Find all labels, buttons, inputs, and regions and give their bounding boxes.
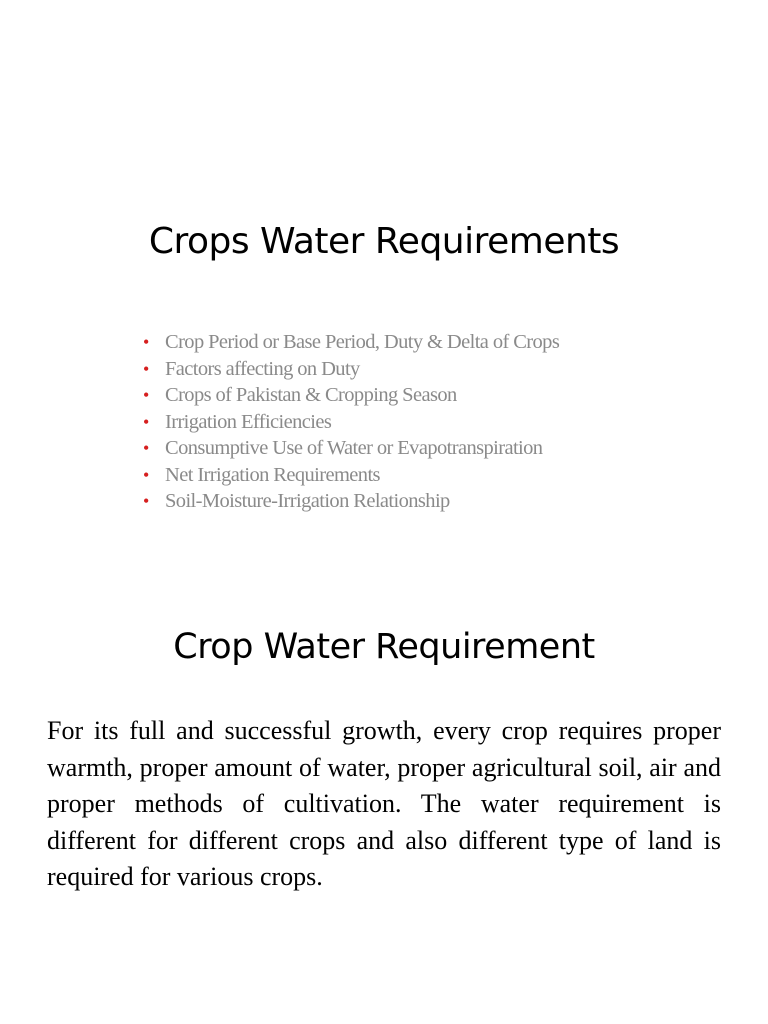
- list-item-text: Irrigation Efficiencies: [165, 410, 332, 433]
- list-item: [143, 409, 559, 436]
- list-item-text: Crops of Pakistan & Cropping Season: [165, 384, 457, 406]
- bullet-icon: •: [143, 464, 150, 485]
- list-item: [143, 488, 559, 515]
- slide-title-crops-water-requirements: Crops Water Requirements: [148, 221, 620, 262]
- body-paragraph: For its full and successful growth, every crop requires proper warmth, proper amount of water, proper agricultural soil, air and proper methods of cultivation. The water requirement is different for different crops and also different type of land is required for various crops.: [47, 716, 721, 892]
- bullet-icon: •: [143, 438, 150, 458]
- list-item-text: Factors affecting on Duty: [165, 357, 360, 380]
- list-item: [143, 462, 559, 489]
- bullet-icon: •: [143, 411, 150, 432]
- list-item: [143, 329, 559, 356]
- bullet-icon: •: [143, 385, 150, 405]
- bullet-icon: •: [143, 491, 150, 511]
- list-item-text: Consumptive Use of Water or Evapotranspiration: [165, 437, 543, 459]
- list-item: [143, 382, 559, 409]
- bullet-icon: •: [143, 332, 150, 352]
- list-item-text: Net Irrigation Requirements: [165, 463, 380, 486]
- slide-title-crop-water-requirement: Crop Water Requirement: [173, 627, 595, 667]
- list-item-text: Soil-Moisture-Irrigation Relationship: [165, 490, 450, 512]
- topics-list: [143, 329, 559, 515]
- list-item-text: Crop Period or Base Period, Duty & Delta of Crops: [165, 331, 560, 353]
- list-item: [143, 356, 559, 383]
- list-item: [143, 435, 559, 462]
- bullet-icon: •: [143, 358, 150, 379]
